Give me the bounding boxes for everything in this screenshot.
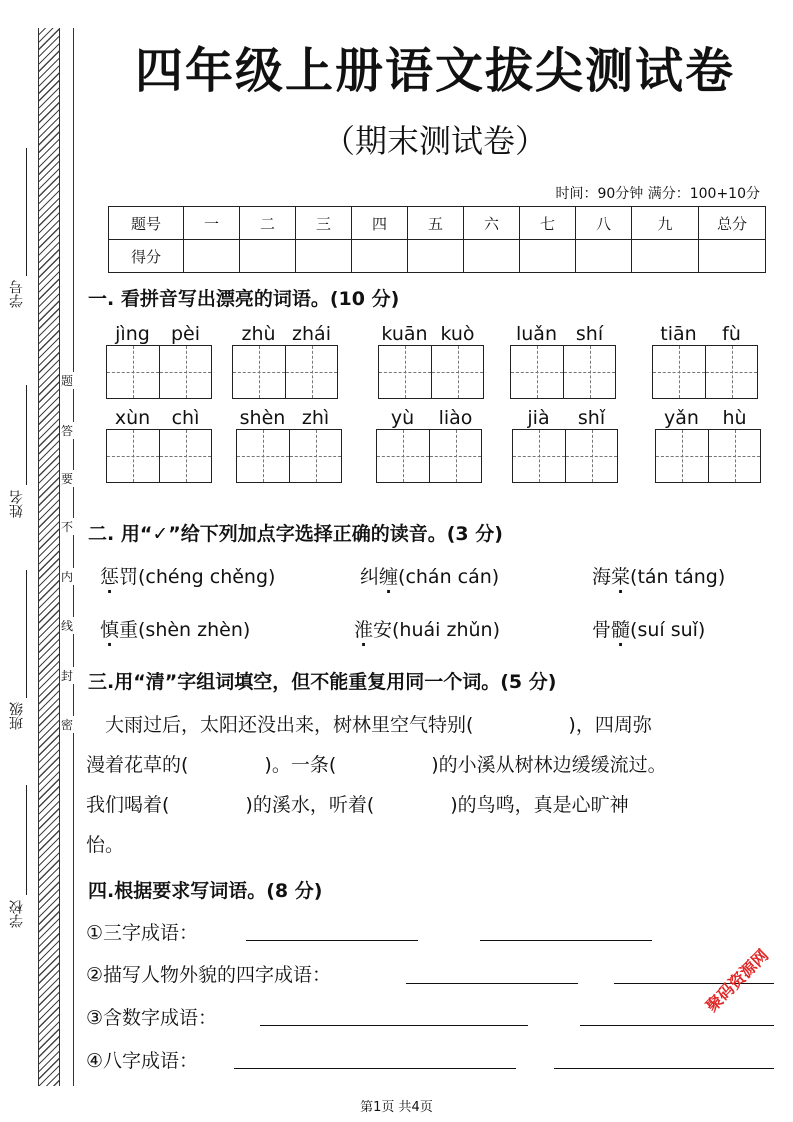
score-header-cell: 题号 [109, 207, 184, 240]
pronunciation-item[interactable]: 海棠(tán táng) [592, 562, 725, 589]
exam-meta: 时间：90分钟 满分：100+10分 [555, 186, 760, 202]
idiom-prompt: ①三字成语： [86, 922, 199, 944]
pinyin-syllable: kuò [440, 323, 475, 345]
dotted-char: 缠 [379, 566, 399, 588]
pinyin-word [510, 323, 616, 399]
writing-box[interactable] [511, 346, 563, 398]
pronunciation-item[interactable]: 惩罚(chéng chěng) [100, 562, 275, 589]
pinyin-syllable: fù [722, 323, 741, 345]
score-cell[interactable] [576, 240, 632, 273]
seal-char: 密 [60, 718, 73, 732]
score-cell[interactable] [464, 240, 520, 273]
pinyin-word [106, 323, 212, 399]
writing-box[interactable] [377, 430, 429, 482]
score-cell[interactable] [520, 240, 576, 273]
writing-box[interactable] [159, 346, 211, 398]
passage-line: 大雨过后，太阳还没出来，树林里空气特别( )，四周弥 [86, 714, 652, 736]
writing-box[interactable] [233, 346, 285, 398]
pinyin-syllable: hù [722, 407, 747, 429]
writing-box[interactable] [159, 430, 211, 482]
pinyin-word [236, 407, 342, 483]
seal-char: 要 [60, 472, 73, 486]
school-line[interactable] [26, 785, 27, 895]
pinyin-syllable: shǐ [577, 407, 606, 429]
answer-line[interactable] [234, 1068, 516, 1069]
student-id-label: 学号 [9, 280, 25, 308]
dotted-char: 棠 [611, 566, 631, 588]
idiom-prompt: ④八字成语： [86, 1050, 199, 1072]
writing-box[interactable] [107, 430, 159, 482]
seal-char: 封 [60, 669, 73, 683]
name-line[interactable] [26, 385, 27, 485]
pinyin-syllable: yǎn [664, 407, 699, 429]
page-subtitle: （期末测试卷） [322, 122, 547, 160]
score-header-cell: 总分 [699, 207, 766, 240]
watermark-stamp: 聚码资源网 [702, 945, 773, 1016]
class-line[interactable] [26, 570, 27, 698]
pronunciation-item[interactable]: 慎重(shèn zhèn) [100, 615, 250, 642]
score-row [109, 240, 766, 273]
section2-heading: 二. 用“✓”给下列加点字选择正确的读音。(3 分) [88, 523, 503, 545]
writing-box[interactable] [237, 430, 289, 482]
score-row-label: 得分 [109, 240, 184, 273]
seal-char: 线 [60, 619, 73, 633]
writing-box[interactable] [431, 346, 483, 398]
pronunciation-item[interactable]: 纠缠(chán cán) [360, 562, 499, 589]
student-id-line[interactable] [26, 148, 27, 276]
score-header-cell: 一 [184, 207, 240, 240]
writing-box[interactable] [565, 430, 617, 482]
school-label: 学校 [9, 900, 25, 928]
pinyin-word [376, 407, 482, 483]
score-header-cell: 二 [240, 207, 296, 240]
pronunciation-item[interactable]: 淮安(huái zhǔn) [354, 615, 500, 642]
page-title: 四年级上册语文拔尖测试卷 [134, 43, 735, 99]
writing-box[interactable] [563, 346, 615, 398]
pinyin-syllable: shèn [239, 407, 286, 429]
score-cell[interactable] [184, 240, 240, 273]
pinyin-word [652, 323, 758, 399]
passage-line: 漫着花草的( )。一条( )的小溪从树林边缓缓流过。 [86, 754, 667, 776]
dotted-char: 惩 [100, 566, 120, 588]
writing-box[interactable] [705, 346, 757, 398]
pinyin-syllable: tiān [660, 323, 697, 345]
name-label: 姓名 [9, 490, 25, 518]
pinyin-syllable: pèi [170, 323, 201, 345]
answer-line[interactable] [260, 1025, 528, 1026]
score-table [108, 206, 766, 273]
writing-box[interactable] [379, 346, 431, 398]
score-header-cell: 六 [464, 207, 520, 240]
dotted-char: 髓 [611, 619, 631, 641]
writing-box[interactable] [513, 430, 565, 482]
writing-box[interactable] [656, 430, 708, 482]
writing-box[interactable] [708, 430, 760, 482]
idiom-prompt: ②描写人物外貌的四字成语： [86, 964, 332, 986]
pinyin-syllable: shí [575, 323, 604, 345]
section4-heading: 四.根据要求写词语。(8 分) [88, 880, 323, 902]
pinyin-syllable: kuān [381, 323, 428, 345]
seal-char: 答 [60, 424, 73, 438]
score-cell[interactable] [352, 240, 408, 273]
page-footer: 第1页 共4页 [360, 1100, 433, 1115]
pinyin-word [232, 323, 338, 399]
seal-char: 内 [60, 570, 73, 584]
writing-box[interactable] [285, 346, 337, 398]
answer-line[interactable] [614, 983, 774, 984]
score-cell[interactable] [632, 240, 699, 273]
pinyin-syllable: jìng [115, 323, 150, 345]
score-cell[interactable] [408, 240, 464, 273]
score-header-row [109, 207, 766, 240]
dotted-char: 淮 [354, 619, 374, 641]
answer-line[interactable] [480, 940, 652, 941]
pinyin-syllable: liào [438, 407, 473, 429]
seal-char: 不 [60, 520, 73, 534]
answer-line[interactable] [406, 983, 578, 984]
score-header-cell: 七 [520, 207, 576, 240]
score-header-cell: 四 [352, 207, 408, 240]
answer-line[interactable] [246, 940, 418, 941]
writing-box[interactable] [107, 346, 159, 398]
score-header-cell: 九 [632, 207, 699, 240]
writing-box[interactable] [289, 430, 341, 482]
idiom-prompt: ③含数字成语： [86, 1007, 218, 1029]
pinyin-syllable: jià [527, 407, 550, 429]
score-header-cell: 五 [408, 207, 464, 240]
writing-box[interactable] [653, 346, 705, 398]
answer-line[interactable] [554, 1068, 774, 1069]
passage-line: 怡。 [86, 834, 125, 856]
pinyin-word [378, 323, 484, 399]
section3-heading: 三.用“清”字组词填空，但不能重复用同一个词。(5 分) [88, 671, 557, 693]
pinyin-syllable: yù [390, 407, 415, 429]
writing-box[interactable] [429, 430, 481, 482]
hatch-border [38, 28, 60, 1086]
pinyin-syllable: chì [171, 407, 200, 429]
pinyin-syllable: zhù [241, 323, 276, 345]
score-cell[interactable] [240, 240, 296, 273]
pinyin-syllable: zhái [292, 323, 331, 345]
class-label: 班级 [9, 702, 25, 730]
pinyin-word [106, 407, 212, 483]
pinyin-word [655, 407, 761, 483]
pinyin-syllable: zhì [301, 407, 330, 429]
dotted-char: 慎 [100, 619, 120, 641]
section1-heading: 一. 看拼音写出漂亮的词语。(10 分) [88, 288, 400, 310]
passage-line: 我们喝着( )的溪水，听着( )的鸟鸣，真是心旷神 [86, 794, 629, 816]
seal-line [73, 28, 74, 1086]
binding-margin [0, 0, 80, 1122]
score-header-cell: 三 [296, 207, 352, 240]
pinyin-syllable: xùn [114, 407, 151, 429]
score-cell[interactable] [699, 240, 766, 273]
seal-char: 题 [60, 374, 73, 388]
pronunciation-item[interactable]: 骨髓(suí suǐ) [592, 615, 705, 642]
pinyin-syllable: luǎn [515, 323, 557, 345]
answer-line[interactable] [580, 1025, 774, 1026]
score-cell[interactable] [296, 240, 352, 273]
score-header-cell: 八 [576, 207, 632, 240]
pinyin-word [512, 407, 618, 483]
